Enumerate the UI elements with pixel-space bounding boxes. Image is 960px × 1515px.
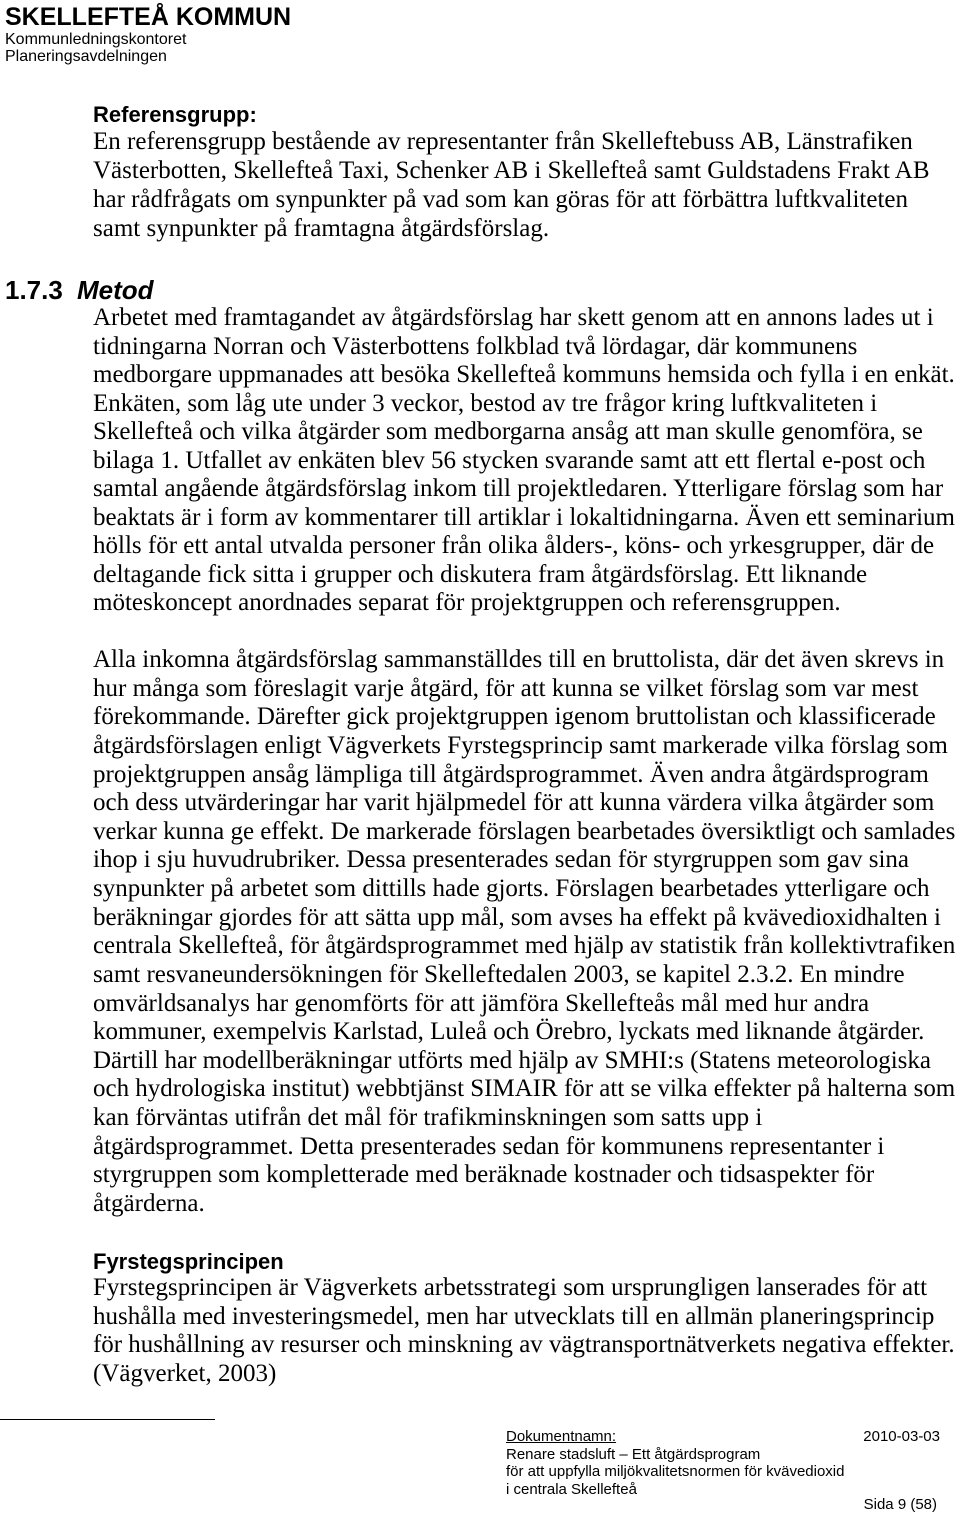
text-line: Därtill har modellberäkningar utförts med hjälp av SMHI:s (Statens meteorologiska — [93, 1046, 932, 1074]
text-line: tidningarna Norran och Västerbottens folkblad två lördagar, där kommunens — [93, 332, 858, 360]
document-name-label: Dokumentnamn: — [506, 1428, 617, 1445]
text-line: centrala Skellefteå, för åtgärdsprogrammet med hjälp av statistik från kollektivtrafiken — [93, 932, 956, 960]
text-line: förekommande. Därefter gick projektgruppen igenom bruttolistan och klassificerade — [93, 703, 936, 731]
text-line: deltagande fick sitta i grupper och diskutera fram åtgärdsförslag. Ett liknande — [93, 560, 868, 588]
text-line: samt resvaneundersökningen för Skelleftedalen 2003, se kapitel 2.3.2. En mindre — [93, 960, 905, 988]
text-line: beräkningar gjordes för att sätta upp mål, som avses ha effekt på kvävedioxidhalten i — [93, 903, 941, 931]
document-name — [506, 1446, 844, 1499]
department-name: Planeringsavdelningen — [5, 48, 167, 65]
text-line: Renare stadsluft – Ett åtgärdsprogram — [506, 1445, 761, 1463]
text-line: Enkäten, som låg ute under 3 veckor, bestod av tre frågor kring luftkvaliteten i — [93, 389, 878, 417]
text-line: Fyrstegsprincipen är Vägverkets arbetsstrategi som ursprungligen lanserades för att — [93, 1274, 928, 1301]
footer-divider — [0, 1419, 215, 1420]
page-number: Sida 9 (58) — [863, 1496, 937, 1513]
text-line: ihop i sju huvudrubriker. Dessa presenterades sedan för styrgruppen som gav sina — [93, 846, 910, 874]
text-line: synpunkter på arbetet som dittills hade gjorts. Förslagen bearbetades ytterligare och — [93, 875, 930, 902]
metod-paragraph-2 — [93, 646, 955, 1219]
text-line: verkar kunna ge effekt. De markerade förslagen bearbetades översiktligt och samlades — [93, 817, 956, 845]
text-line: omvärldsanalys har genomförts för att jämföra Skellefteås mål med hur andra — [93, 989, 870, 1017]
text-line: och dess utvärderingar har varit hjälpmedel för att kunna värdera vilka åtgärder som — [93, 789, 935, 817]
text-line: Västerbotten, Skellefteå Taxi, Schenker AB i Skellefteå samt Guldstadens Frakt AB — [93, 157, 930, 184]
fyrstegsprincipen-heading: Fyrstegsprincipen — [93, 1249, 284, 1274]
referensgrupp-paragraph — [93, 127, 955, 243]
text-line: kan förväntas utifrån det mål för trafikminskningen som satts upp i — [93, 1104, 763, 1131]
text-line: i centrala Skellefteå — [506, 1481, 637, 1499]
text-line: hölls för ett antal utvalda personer från olika ålders-, köns- och yrkesgrupper, där de — [93, 532, 935, 559]
document-date: 2010-03-03 — [863, 1428, 940, 1445]
text-line: Alla inkomna åtgärdsförslag sammanställdes till en bruttolista, där det även skrevs in — [93, 646, 945, 673]
text-line: Arbetet med framtagandet av åtgärdsförslag har skett genom att en annons lades ut i — [93, 304, 934, 331]
text-line: möteskoncept anordnades separat för projektgruppen och referensgruppen. — [93, 589, 841, 616]
text-line: samtal angående åtgärdsförslag inkom till projektledaren. Ytterligare förslag som har — [93, 475, 944, 502]
referensgrupp-heading: Referensgrupp: — [93, 102, 257, 127]
text-line: för att uppfylla miljökvalitetsnormen för kvävedioxid — [506, 1463, 845, 1481]
text-line: hushålla med investeringsmedel, men har utvecklats till en allmän planeringsprincip — [93, 1302, 935, 1330]
text-line: beaktats är i form av kommentarer till artiklar i lokaltidningarna. Även ett seminarium — [93, 503, 955, 531]
text-line: åtgärdsförslagen enligt Vägverkets Fyrstegsprincip samt markerade vilka förslag som — [93, 731, 948, 759]
text-line: styrgruppen som kompletterade med beräknade kostnader och tidsaspekter för — [93, 1161, 875, 1189]
text-line: har rådfrågats om synpunkter på vad som kan göras för att förbättra luftkvaliteten — [93, 186, 909, 213]
text-line: åtgärdsprogrammet. Detta presenterades sedan för kommunens representanter i — [93, 1132, 885, 1160]
text-line: (Vägverket, 2003) — [93, 1360, 277, 1388]
text-line: projektgruppen ansåg lämpliga till åtgärdsprogrammet. Även andra åtgärdsprogram — [93, 760, 929, 788]
text-line: samt synpunkter på framtagna åtgärdsförslag. — [93, 215, 550, 242]
text-line: kommuner, exempelvis Karlstad, Luleå och Örebro, lyckats med liknande åtgärder. — [93, 1018, 925, 1046]
text-line: åtgärderna. — [93, 1189, 205, 1217]
text-line: och hydrologiska institut) webbtjänst SIMAIR för att se vilka effekter på halterna som — [93, 1075, 956, 1103]
office-name: Kommunledningskontoret — [5, 31, 187, 48]
metod-paragraph-1 — [93, 304, 955, 618]
text-line: Skellefteå och vilka åtgärder som medborgarna ansåg att man skulle genomföra, se — [93, 418, 923, 445]
text-line: medborgare uppmanades att besöka Skellefteå kommuns hemsida och fylla i en enkät. — [93, 361, 955, 388]
section-title: Metod — [77, 275, 154, 305]
organization-name: SKELLEFTEÅ KOMMUN — [5, 3, 292, 31]
text-line: En referensgrupp bestående av representanter från Skelleftebuss AB, Länstrafiken — [93, 128, 913, 155]
text-line: för hushållning av resurser och minskning av vägtransportnätverkets negativa effekter. — [93, 1331, 955, 1359]
fyrstegsprincipen-paragraph — [93, 1274, 955, 1389]
text-line: hur många som föreslagit varje åtgärd, för att kunna se vilket förslag som var mest — [93, 674, 919, 702]
section-number: 1.7.3 — [5, 275, 63, 305]
text-line: bilaga 1. Utfallet av enkäten blev 56 stycken svarande samt att ett flertal e-post och — [93, 446, 926, 474]
